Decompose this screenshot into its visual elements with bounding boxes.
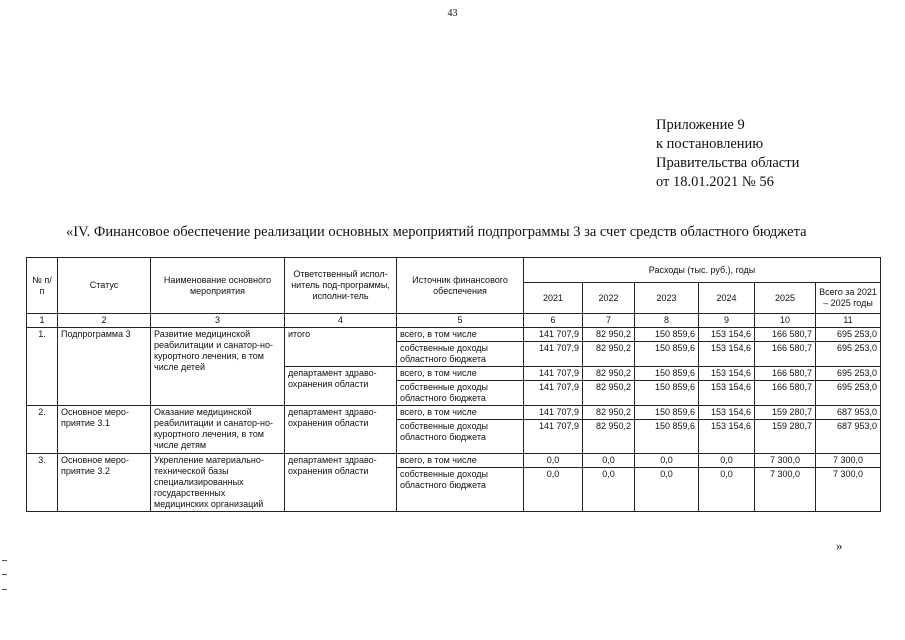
column-number: 10 bbox=[755, 314, 816, 328]
row-source: всего, в том числе bbox=[397, 454, 524, 468]
appendix-line: Правительства области bbox=[656, 155, 800, 171]
row-source: всего, в том числе bbox=[397, 328, 524, 342]
row-status: Основное меро-приятие 3.1 bbox=[58, 406, 151, 454]
header-year: 2021 bbox=[524, 283, 583, 314]
header-num: № п/п bbox=[27, 258, 58, 314]
header-expenses: Расходы (тыс. руб.), годы bbox=[524, 258, 881, 283]
header-year: 2023 bbox=[635, 283, 699, 314]
value-cell: 159 280,7 bbox=[755, 420, 816, 454]
row-status: Основное меро-приятие 3.2 bbox=[58, 454, 151, 512]
value-cell: 166 580,7 bbox=[755, 342, 816, 367]
value-cell: 7 300,0 bbox=[755, 454, 816, 468]
row-activity-name: Укрепление материально-технической базы специализированных государственных медицинских организаций bbox=[151, 454, 285, 512]
value-cell: 141 707,9 bbox=[524, 420, 583, 454]
value-cell: 82 950,2 bbox=[583, 381, 635, 406]
value-cell: 0,0 bbox=[524, 468, 583, 512]
appendix-block bbox=[656, 116, 799, 192]
column-number: 7 bbox=[583, 314, 635, 328]
value-cell: 0,0 bbox=[635, 454, 699, 468]
column-number: 1 bbox=[27, 314, 58, 328]
row-executor: итого bbox=[285, 328, 397, 367]
value-cell: 150 859,6 bbox=[635, 367, 699, 381]
section-heading: «IV. Финансовое обеспечение реализации основных мероприятий подпрограммы 3 за счет средств областного бюджета bbox=[66, 224, 807, 240]
value-cell: 150 859,6 bbox=[635, 328, 699, 342]
header-year: 2022 bbox=[583, 283, 635, 314]
value-cell: 0,0 bbox=[699, 454, 755, 468]
row-source: собственные доходы областного бюджета bbox=[397, 381, 524, 406]
value-cell: 687 953,0 bbox=[816, 420, 881, 454]
header-status: Статус bbox=[58, 258, 151, 314]
value-cell: 159 280,7 bbox=[755, 406, 816, 420]
appendix-line: Приложение 9 bbox=[656, 117, 745, 133]
value-cell: 687 953,0 bbox=[816, 406, 881, 420]
value-cell: 82 950,2 bbox=[583, 420, 635, 454]
value-cell: 82 950,2 bbox=[583, 342, 635, 367]
row-activity-name: Оказание медицинской реабилитации и санатор-но-курортного лечения, в том числе детям bbox=[151, 406, 285, 454]
value-cell: 0,0 bbox=[583, 454, 635, 468]
column-number-row bbox=[27, 314, 881, 328]
row-source: собственные доходы областного бюджета bbox=[397, 342, 524, 367]
column-number: 5 bbox=[397, 314, 524, 328]
row-source: всего, в том числе bbox=[397, 406, 524, 420]
value-cell: 150 859,6 bbox=[635, 406, 699, 420]
value-cell: 166 580,7 bbox=[755, 367, 816, 381]
header-year: 2024 bbox=[699, 283, 755, 314]
value-cell: 0,0 bbox=[583, 468, 635, 512]
value-cell: 7 300,0 bbox=[816, 454, 881, 468]
value-cell: 0,0 bbox=[635, 468, 699, 512]
table-row bbox=[27, 406, 881, 420]
column-number: 8 bbox=[635, 314, 699, 328]
financing-table bbox=[26, 257, 881, 512]
value-cell: 695 253,0 bbox=[816, 328, 881, 342]
header-source: Источник финансового обеспечения bbox=[397, 258, 524, 314]
row-status: Подпрограмма 3 bbox=[58, 328, 151, 406]
row-source: собственные доходы областного бюджета bbox=[397, 468, 524, 512]
appendix-line: к постановлению bbox=[656, 136, 764, 152]
column-number: 9 bbox=[699, 314, 755, 328]
closing-quote: » bbox=[836, 538, 843, 553]
header-name: Наименование основного мероприятия bbox=[151, 258, 285, 314]
value-cell: 153 154,6 bbox=[699, 328, 755, 342]
value-cell: 0,0 bbox=[699, 468, 755, 512]
row-source: всего, в том числе bbox=[397, 367, 524, 381]
value-cell: 153 154,6 bbox=[699, 342, 755, 367]
value-cell: 141 707,9 bbox=[524, 342, 583, 367]
column-number: 2 bbox=[58, 314, 151, 328]
value-cell: 166 580,7 bbox=[755, 381, 816, 406]
header-executor: Ответственный испол-нитель под-программы, исполни-тель bbox=[285, 258, 397, 314]
column-number: 11 bbox=[816, 314, 881, 328]
table-row bbox=[27, 328, 881, 342]
value-cell: 695 253,0 bbox=[816, 381, 881, 406]
row-source: собственные доходы областного бюджета bbox=[397, 420, 524, 454]
header-total: Всего за 2021 – 2025 годы bbox=[816, 283, 881, 314]
value-cell: 150 859,6 bbox=[635, 420, 699, 454]
value-cell: 82 950,2 bbox=[583, 406, 635, 420]
row-activity-name: Развитие медицинской реабилитации и санатор-но-курортного лечения, в том числе детей bbox=[151, 328, 285, 406]
margin-mark bbox=[2, 560, 7, 590]
row-number: 3. bbox=[27, 454, 58, 512]
value-cell: 153 154,6 bbox=[699, 381, 755, 406]
row-executor: департамент здраво-охранения области bbox=[285, 406, 397, 454]
header-year: 2025 bbox=[755, 283, 816, 314]
value-cell: 141 707,9 bbox=[524, 328, 583, 342]
value-cell: 695 253,0 bbox=[816, 367, 881, 381]
value-cell: 153 154,6 bbox=[699, 367, 755, 381]
value-cell: 7 300,0 bbox=[816, 468, 881, 512]
value-cell: 695 253,0 bbox=[816, 342, 881, 367]
column-number: 3 bbox=[151, 314, 285, 328]
value-cell: 141 707,9 bbox=[524, 367, 583, 381]
row-number: 2. bbox=[27, 406, 58, 454]
row-number: 1. bbox=[27, 328, 58, 406]
column-number: 4 bbox=[285, 314, 397, 328]
row-executor: департамент здраво-охранения области bbox=[285, 454, 397, 512]
value-cell: 153 154,6 bbox=[699, 406, 755, 420]
appendix-line: от 18.01.2021 № 56 bbox=[656, 174, 774, 190]
value-cell: 7 300,0 bbox=[755, 468, 816, 512]
value-cell: 82 950,2 bbox=[583, 328, 635, 342]
value-cell: 141 707,9 bbox=[524, 406, 583, 420]
value-cell: 0,0 bbox=[524, 454, 583, 468]
value-cell: 166 580,7 bbox=[755, 328, 816, 342]
value-cell: 141 707,9 bbox=[524, 381, 583, 406]
table-row bbox=[27, 454, 881, 468]
row-executor: департамент здраво-охранения области bbox=[285, 367, 397, 406]
value-cell: 150 859,6 bbox=[635, 342, 699, 367]
value-cell: 150 859,6 bbox=[635, 381, 699, 406]
page-number: 43 bbox=[447, 8, 458, 19]
value-cell: 153 154,6 bbox=[699, 420, 755, 454]
value-cell: 82 950,2 bbox=[583, 367, 635, 381]
column-number: 6 bbox=[524, 314, 583, 328]
